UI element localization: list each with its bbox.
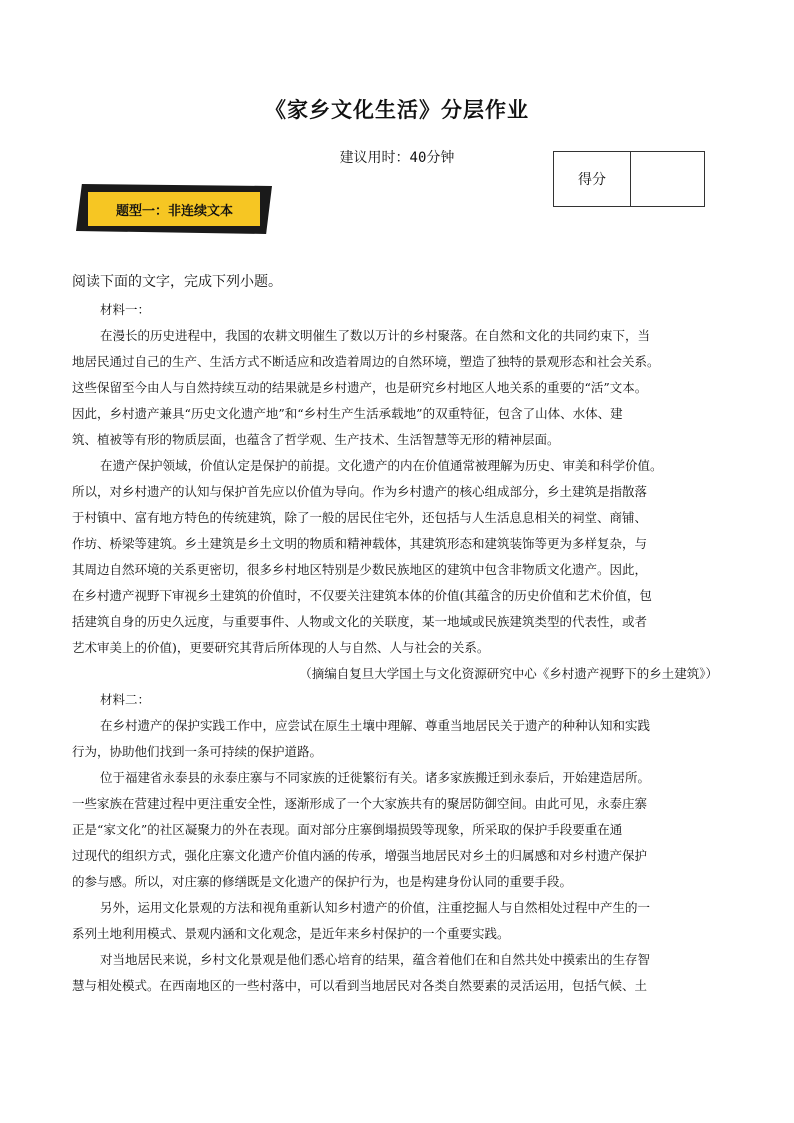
page-title: 《家乡文化生活》分层作业	[265, 98, 529, 122]
material-heading: 材料二：	[100, 692, 151, 707]
suggested-time: 建议用时：40分钟	[339, 150, 455, 166]
paragraph-line: 正是“家文化”的社区凝聚力的外在表现。面对部分庄寨倒塌损毁等现象，所采取的保护手段要重在通	[72, 822, 623, 837]
paragraph-line: 在漫长的历史进程中，我国的农耕文明催生了数以万计的乡村聚落。在自然和文化的共同约束下，当	[100, 328, 651, 343]
paragraph-line: 过现代的组织方式，强化庄寨文化遗产价值内涵的传承，增强当地居民对乡土的归属感和对乡村遗产保护	[72, 848, 648, 863]
paragraph-line: 地居民通过自己的生产、生活方式不断适应和改造着周边的自然环境，塑造了独特的景观形态和社会关系。	[72, 354, 660, 369]
instruction: 阅读下面的文字，完成下列小题。	[72, 274, 282, 290]
section-tag-label: 题型一：非连续文本	[88, 192, 260, 226]
paragraph-line: 其周边自然环境的关系更密切，很多乡村地区特别是少数民族地区的建筑中包含非物质文化遗产。因此，	[72, 562, 648, 577]
paragraph-line: 作坊、桥梁等建筑。乡土建筑是乡土文明的物质和精神载体，其建筑形态和建筑装饰等更为多样复杂，与	[72, 536, 648, 551]
paragraph-line: 因此，乡村遗产兼具“历史文化遗产地”和“乡村生产生活承载地”的双重特征，包含了山体、水体、建	[72, 406, 623, 421]
source-citation: （摘编自复旦大学国土与文化资源研究中心《乡村遗产视野下的乡土建筑》）	[299, 666, 718, 681]
material-heading: 材料一：	[100, 302, 151, 317]
paragraph-line: 艺术审美上的价值)，更要研究其背后所体现的人与自然、人与社会的关系。	[72, 640, 490, 655]
paragraph-line: 括建筑自身的历史久远度，与重要事件、人物或文化的关联度，某一地域或民族建筑类型的代表性，或者	[72, 614, 648, 629]
paragraph-line: 的参与感。所以，对庄寨的修缮既是文化遗产的保护行为，也是构建身份认同的重要手段。	[72, 874, 573, 889]
paragraph-line: 在遗产保护领域，价值认定是保护的前提。文化遗产的内在价值通常被理解为历史、审美和科学价值。	[100, 458, 663, 473]
paragraph-line: 另外，运用文化景观的方法和视角重新认知乡村遗产的价值，注重挖掘人与自然相处过程中产生的一	[100, 900, 651, 915]
paragraph-line: 于村镇中、富有地方特色的传统建筑，除了一般的居民住宅外，还包括与人生活息息相关的祠堂、商铺、	[72, 510, 648, 525]
paragraph-line: 在乡村遗产的保护实践工作中，应尝试在原生土壤中理解、尊重当地居民关于遗产的种种认知和实践	[100, 718, 651, 733]
paragraph-line: 一些家族在营建过程中更注重安全性，逐渐形成了一个大家族共有的聚居防御空间。由此可见，永泰庄寨	[72, 796, 648, 811]
score-label: 得分	[554, 152, 631, 206]
score-field[interactable]	[631, 152, 704, 206]
paragraph-line: 所以，对乡村遗产的认知与保护首先应以价值为导向。作为乡村遗产的核心组成部分，乡土建筑是指散落	[72, 484, 648, 499]
paragraph-line: 系列土地利用模式、景观内涵和文化观念，是近年来乡村保护的一个重要实践。	[72, 926, 510, 941]
paragraph-line: 慧与相处模式。在西南地区的一些村落中，可以看到当地居民对各类自然要素的灵活运用，包括气候、土	[72, 978, 648, 993]
paragraph-line: 位于福建省永泰县的永泰庄寨与不同家族的迁徙繁衍有关。诸多家族搬迁到永泰后，开始建造居所。	[100, 770, 651, 785]
paragraph-line: 在乡村遗产视野下审视乡土建筑的价值时，不仅要关注建筑本体的价值(其蕴含的历史价值和艺术价值，包	[72, 588, 652, 603]
paragraph-line: 行为，协助他们找到一条可持续的保护道路。	[72, 744, 323, 759]
paragraph-line: 对当地居民来说，乡村文化景观是他们悉心培育的结果，蕴含着他们在和自然共处中摸索出的生存智	[100, 952, 651, 967]
passage	[72, 297, 722, 999]
paragraph-line: 筑、植被等有形的物质层面，也蕴含了哲学观、生产技术、生活智慧等无形的精神层面。	[72, 432, 560, 447]
score-box	[553, 151, 705, 207]
paragraph-line: 这些保留至今由人与自然持续互动的结果就是乡村遗产，也是研究乡村地区人地关系的重要的“活”文本。	[72, 380, 648, 395]
section-tag	[76, 184, 272, 234]
